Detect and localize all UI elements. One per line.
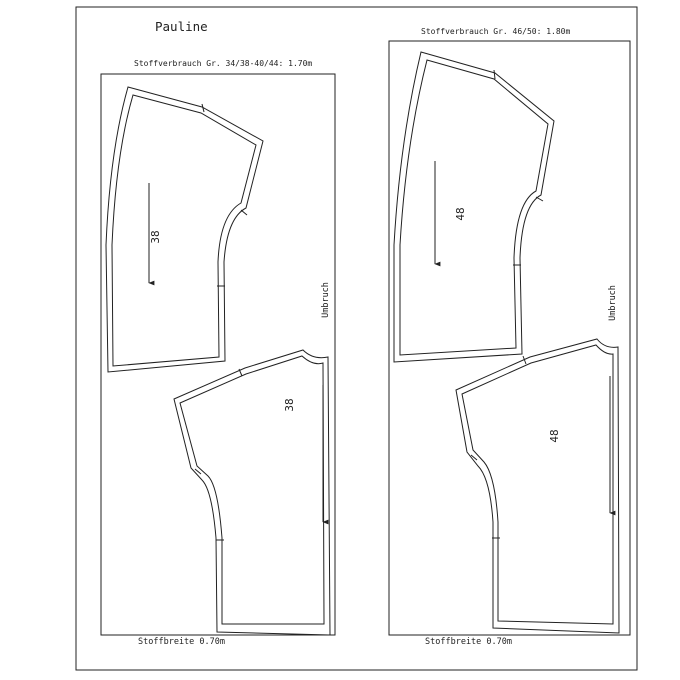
right-piece-bottom <box>456 339 619 633</box>
page-title: Pauline <box>155 19 208 34</box>
right-fabric-width-label: Stoffbreite 0.70m <box>425 637 512 647</box>
right-fabric-frame <box>389 41 630 635</box>
left-fabric-width-label: Stoffbreite 0.70m <box>138 637 225 647</box>
left-fabric-frame <box>101 74 335 635</box>
right-bottom-size-label: 48 <box>548 429 561 443</box>
right-piece-top <box>394 52 554 362</box>
left-bottom-size-label: 38 <box>283 398 296 412</box>
right-layout <box>389 27 630 647</box>
left-piece-top <box>106 87 263 372</box>
left-layout <box>101 59 335 647</box>
left-piece-bottom <box>174 350 330 635</box>
left-top-size-label: 38 <box>149 230 162 244</box>
left-fold-label: Umbruch <box>321 282 331 318</box>
right-top-size-label: 48 <box>454 207 467 221</box>
right-fold-label: Umbruch <box>608 285 618 321</box>
right-consumption-label: Stoffverbrauch Gr. 46/50: 1.80m <box>421 27 571 36</box>
left-consumption-label: Stoffverbrauch Gr. 34/38-40/44: 1.70m <box>134 59 313 68</box>
page-frame <box>76 7 637 670</box>
